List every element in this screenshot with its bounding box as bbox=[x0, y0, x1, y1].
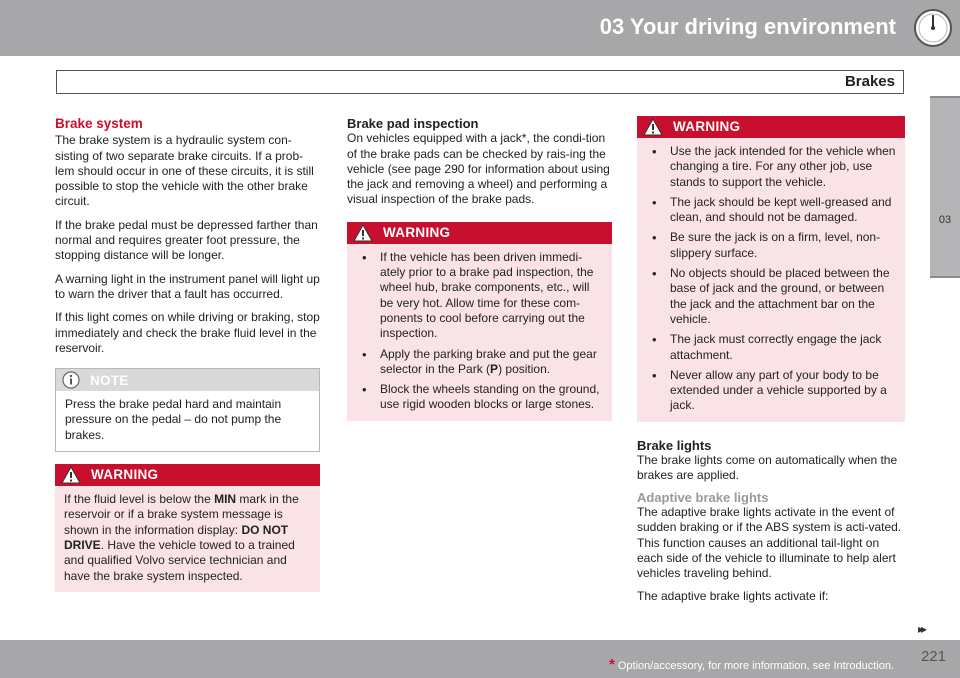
warning-triangle-icon bbox=[643, 118, 663, 136]
do-not-drive-message: DO NOT DRIVE bbox=[64, 522, 289, 552]
section-header bbox=[56, 70, 904, 94]
section-title: Brakes bbox=[844, 73, 895, 90]
note-title: NOTE bbox=[90, 372, 129, 388]
adaptive-brake-lights-paragraph-1: The adaptive brake lights activate in the event of sudden braking or if the ABS system is acti-vated. This function causes an additional tail-light on each side of the vehicle to illuminate to help alert vehicles traveling behind. bbox=[637, 504, 902, 581]
footnote-star: * bbox=[608, 656, 615, 673]
gauge-icon bbox=[912, 7, 954, 49]
note-body bbox=[56, 391, 319, 451]
warning-box-brake-pads bbox=[347, 222, 612, 421]
footnote-text: Option/accessory, for more information, see Introduction. bbox=[617, 660, 894, 672]
list-item: • Use the jack intended for the vehicle when changing a tire. For any other job, use stands to support the vehicle. bbox=[646, 144, 897, 190]
list-item: • Apply the parking brake and put the gear selector in the Park (P) position. bbox=[356, 347, 604, 378]
min-mark-label: MIN bbox=[214, 492, 237, 507]
brake-lights-heading: Brake lights bbox=[637, 437, 712, 453]
park-position-label: P bbox=[490, 361, 499, 376]
footer-bar bbox=[0, 640, 960, 678]
warning-text: If the fluid level is below the MIN mark in the reservoir or if a brake system message is shown in the information display: DO NOT DRIVE. Have the vehicle towed to a trained and qualified Volvo service technician and have the brake system inspected. bbox=[64, 492, 299, 583]
list-item: • Be sure the jack is on a firm, level, non-slippery surface. bbox=[646, 230, 897, 261]
brake-lights-paragraph: The brake lights come on automatically when the brakes are applied. bbox=[637, 453, 898, 483]
column-2 bbox=[347, 116, 612, 433]
chapter-header-bar bbox=[0, 0, 960, 56]
adaptive-brake-lights-heading: Adaptive brake lights bbox=[637, 489, 769, 505]
adaptive-brake-lights-paragraph-2: The adaptive brake lights activate if: bbox=[637, 589, 829, 604]
warning-header bbox=[637, 116, 905, 138]
column-3 bbox=[637, 116, 905, 613]
warning-box-brake-fluid bbox=[55, 464, 320, 592]
brake-pad-inspection-paragraph: On vehicles equipped with a jack*, the condi-tion of the brake pads can be checked by rais-ing the vehicle (see page 290 for information about using the jack and removing a wheel) and performing a visual inspection of the brake pads. bbox=[347, 131, 610, 207]
warning-body bbox=[347, 244, 612, 421]
continued-arrows-icon: ▸▸ bbox=[918, 622, 925, 636]
brake-system-heading: Brake system bbox=[55, 116, 143, 131]
warning-list bbox=[646, 144, 897, 414]
brake-system-paragraph-2: If the brake pedal must be depressed farther than normal and requires greater foot pressure, the stopping distance will be longer. bbox=[55, 217, 318, 263]
warning-header bbox=[347, 222, 612, 244]
side-tab-label: 03 bbox=[938, 214, 952, 226]
list-item: • If the vehicle has been driven immedi-ately prior to a brake pad inspection, the wheel hub, brake components, etc., will be very hot. Allow time for these com-ponents to cool before carrying out the inspection. bbox=[356, 250, 604, 342]
warning-title: WARNING bbox=[673, 119, 741, 135]
list-item: • Never allow any part of your body to be extended under a vehicle supported by a jack. bbox=[646, 368, 897, 414]
column-1 bbox=[55, 116, 320, 604]
note-header bbox=[56, 369, 319, 391]
list-item: • No objects should be placed between the base of jack and the ground, or between the jack and the attachment bar on the vehicle. bbox=[646, 266, 897, 327]
page-number: 221 bbox=[920, 648, 946, 665]
brake-pad-inspection-heading: Brake pad inspection bbox=[347, 116, 479, 131]
list-item: • Block the wheels standing on the ground, use rigid wooden blocks or large stones. bbox=[356, 382, 604, 413]
warning-body bbox=[55, 486, 320, 592]
note-box bbox=[55, 368, 320, 452]
brake-system-paragraph-1: The brake system is a hydraulic system con-sisting of two separate brake circuits. If a prob-lem should occur in one of these circuits, it is still possible to stop the vehicle with the other brake circuit. bbox=[55, 133, 314, 209]
chapter-title: 03 Your driving environment bbox=[599, 14, 896, 39]
warning-header bbox=[55, 464, 320, 486]
footnote bbox=[609, 656, 894, 673]
brake-system-paragraph-3: A warning light in the instrument panel will light up to warn the driver that a fault has occurred. bbox=[55, 271, 320, 301]
warning-triangle-icon bbox=[61, 466, 81, 484]
list-item: • The jack should be kept well-greased and clean, and should not be damaged. bbox=[646, 195, 897, 226]
list-item: • The jack must correctly engage the jack attachment. bbox=[646, 332, 897, 363]
brake-system-paragraph-4: If this light comes on while driving or braking, stop immediately and check the brake fluid level in the reservoir. bbox=[55, 310, 320, 355]
note-text: Press the brake pedal hard and maintain pressure on the pedal – do not pump the brakes. bbox=[65, 397, 282, 442]
warning-box-jack bbox=[637, 116, 905, 422]
warning-title: WARNING bbox=[383, 225, 451, 241]
warning-title: WARNING bbox=[91, 467, 159, 483]
warning-list bbox=[356, 250, 604, 413]
warning-body bbox=[637, 138, 905, 422]
chapter-side-tab bbox=[930, 96, 960, 278]
warning-triangle-icon bbox=[353, 224, 373, 242]
info-icon bbox=[62, 371, 80, 389]
